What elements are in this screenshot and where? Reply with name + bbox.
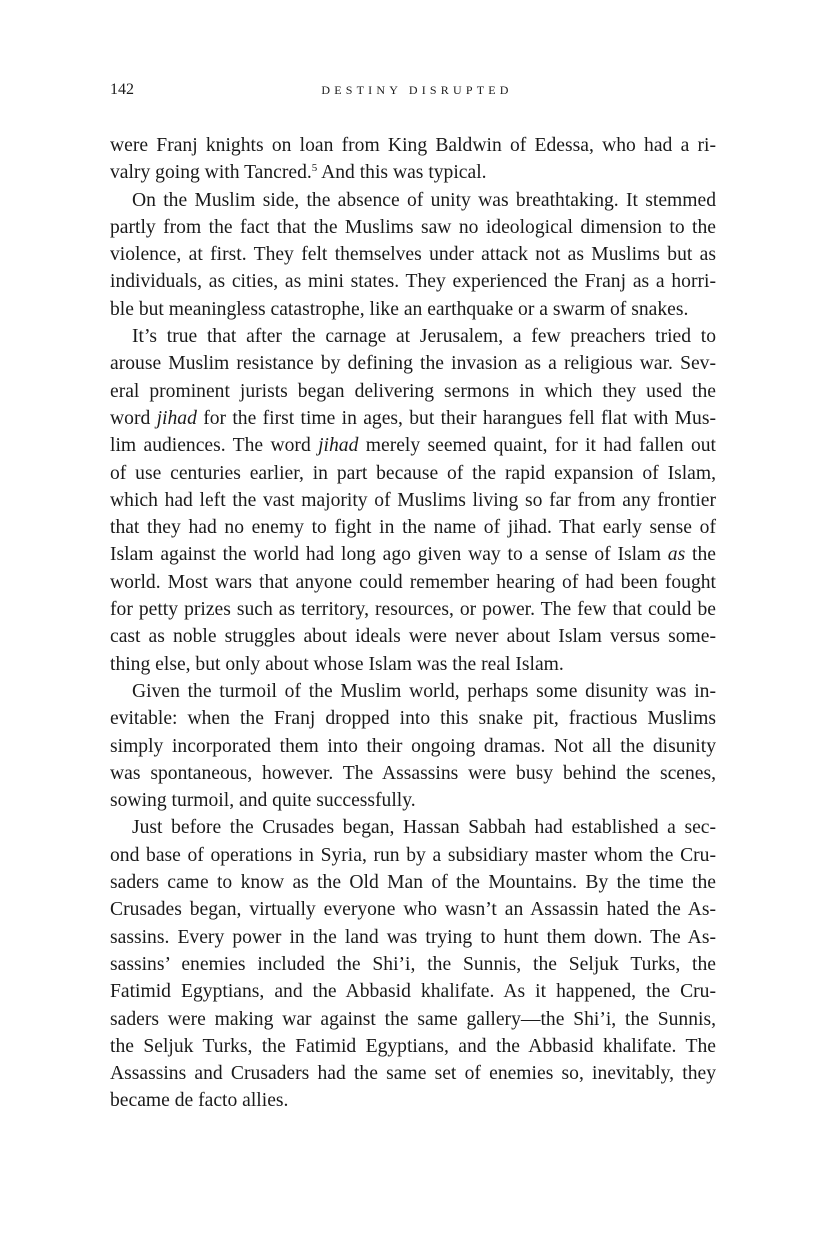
paragraph	[110, 678, 716, 814]
body-text	[110, 132, 716, 1115]
text-line: world. Most wars that anyone could remember hearing of had been fought	[110, 571, 716, 593]
text-line: Fatimid Egyptians, and the Abbasid khalifate. As it happened, the Cru-	[110, 981, 716, 1003]
text-line: ble but meaningless catastrophe, like an earthquake or a swarm of snakes.	[110, 298, 689, 320]
text-line: arouse Muslim resistance by defining the invasion as a religious war. Sev-	[110, 353, 716, 375]
paragraph	[110, 187, 716, 323]
running-head	[110, 80, 716, 100]
text-line: individuals, as cities, as mini states. They experienced the Franj as a horri-	[110, 271, 716, 293]
text-line: Islam against the world had long ago given way to a sense of Islam as the	[110, 544, 716, 566]
text-line: On the Muslim side, the absence of unity was breathtaking. It stemmed	[132, 189, 716, 211]
text-line: was spontaneous, however. The Assassins were busy behind the scenes,	[110, 762, 716, 784]
text-line: valry going with Tancred.$^5$ And this was typical.	[110, 162, 487, 184]
text-line: partly from the fact that the Muslims saw no ideological dimension to the	[110, 216, 716, 238]
text-line: saders came to know as the Old Man of the Mountains. By the time the	[110, 872, 716, 894]
text-line: the Seljuk Turks, the Fatimid Egyptians, and the Abbasid khalifate. The	[110, 1035, 716, 1057]
text-line: ond base of operations in Syria, run by a subsidiary master whom the Cru-	[110, 844, 716, 866]
text-line: cast as noble struggles about ideals were never about Islam versus some-	[110, 626, 716, 648]
italic-term: jihad	[156, 407, 197, 429]
text-line: It’s true that after the carnage at Jerusalem, a few preachers tried to	[132, 326, 716, 348]
text-line: which had left the vast majority of Muslims living so far from any frontier	[110, 489, 716, 511]
paragraph	[110, 132, 716, 187]
paragraph	[110, 814, 716, 1114]
text-line: saders were making war against the same gallery—the Shi’i, the Sunnis,	[110, 1008, 716, 1030]
text-line: for petty prizes such as territory, resources, or power. The few that could be	[110, 599, 716, 621]
text-line: of use centuries earlier, in part because of the rapid expansion of Islam,	[110, 462, 716, 484]
text-line: sassins. Every power in the land was trying to hunt them down. The As-	[110, 926, 716, 948]
italic-term: jihad	[318, 435, 359, 457]
text-line: Assassins and Crusaders had the same set of enemies so, inevitably, they	[110, 1063, 716, 1085]
footnote-reference[interactable]: 5	[311, 162, 318, 175]
text-line: became de facto allies.	[110, 1090, 289, 1112]
italic-term: as	[667, 544, 686, 566]
text-line: were Franj knights on loan from King Baldwin of Edessa, who had a ri-	[110, 135, 716, 156]
text-line: thing else, but only about whose Islam was the real Islam.	[110, 653, 564, 675]
text-line: Just before the Crusades began, Hassan Sabbah had established a sec-	[132, 817, 716, 839]
text-line: sowing turmoil, and quite successfully.	[110, 790, 416, 812]
text-line: lim audiences. The word jihad merely seemed quaint, for it had fallen out	[110, 435, 716, 457]
text-line: that they had no enemy to fight in the name of jihad. That early sense of	[110, 517, 716, 539]
text-line: simply incorporated them into their ongoing dramas. Not all the disunity	[110, 735, 716, 757]
text-line: Crusades began, virtually everyone who wasn’t an Assassin hated the As-	[110, 899, 716, 921]
text-line: violence, at first. They felt themselves under attack not as Muslims but as	[110, 244, 716, 266]
text-line: sassins’ enemies included the Shi’i, the Sunnis, the Seljuk Turks, the	[110, 953, 716, 975]
text-line: Given the turmoil of the Muslim world, perhaps some disunity was in-	[132, 680, 716, 702]
text-line: eral prominent jurists began delivering sermons in which they used the	[110, 380, 716, 402]
running-title: DESTINY DISRUPTED	[321, 83, 513, 97]
text-line: word jihad for the first time in ages, but their harangues fell flat with Mus-	[110, 407, 716, 429]
page-number: 142	[110, 81, 134, 98]
text-line: evitable: when the Franj dropped into this snake pit, fractious Muslims	[110, 708, 716, 730]
paragraph	[110, 323, 716, 678]
